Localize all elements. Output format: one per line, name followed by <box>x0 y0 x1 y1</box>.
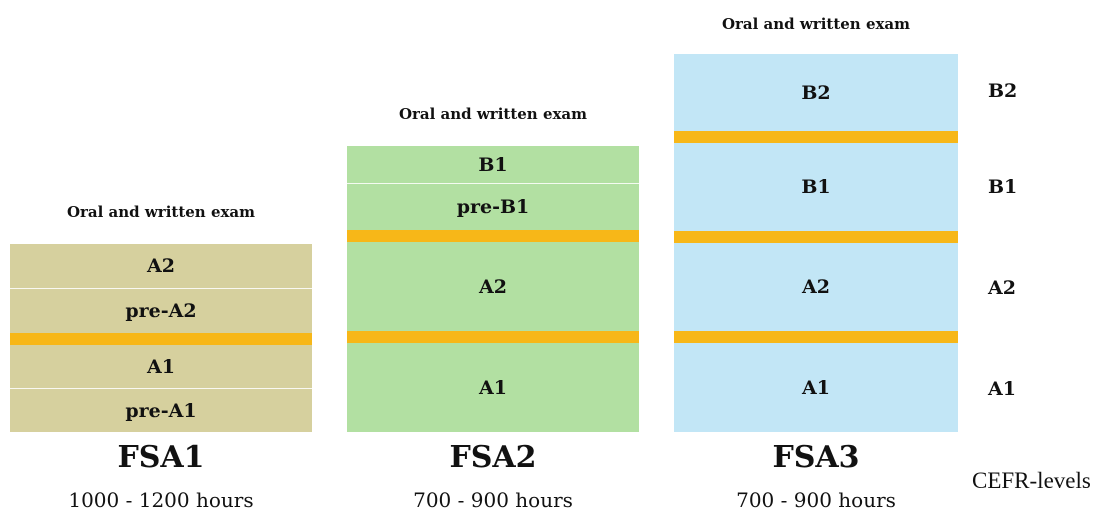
fsa3-separator <box>674 231 958 243</box>
fsa2-hours: 700 - 900 hours <box>413 488 573 512</box>
fsa3-column <box>674 54 958 432</box>
cefr-title: CEFR-levels <box>972 468 1091 493</box>
fsa2-column <box>347 146 639 432</box>
fsa2-name: FSA2 <box>449 440 537 475</box>
fsa3-exam-label: Oral and written exam <box>721 15 911 33</box>
fsa3-hours: 700 - 900 hours <box>736 488 896 512</box>
fsa2-separator <box>347 331 639 343</box>
fsa3-level-b1: B1 <box>801 176 831 198</box>
fsa3-level-b2: B2 <box>801 81 831 104</box>
cefr-level-b2: B2 <box>988 80 1018 102</box>
fsa3-separator <box>674 131 958 143</box>
fsa1-exam-label: Oral and written exam <box>66 203 256 221</box>
fsa3-separator <box>674 331 958 343</box>
fsa2-exam-label: Oral and written exam <box>398 105 588 123</box>
fsa3-level-a1: A1 <box>802 376 830 399</box>
fsa3-name: FSA3 <box>772 440 860 475</box>
fsa1-column <box>10 244 312 432</box>
fsa1-separator <box>10 333 312 345</box>
fsa1-hours: 1000 - 1200 hours <box>68 488 254 512</box>
fsa2-level-a1: A1 <box>479 376 507 399</box>
cefr-level-b1: B1 <box>988 176 1018 198</box>
fsa3-level-a2: A2 <box>802 276 830 298</box>
fsa1-level-pre-a2: pre-A2 <box>125 300 197 322</box>
cefr-level-a1: A1 <box>988 378 1016 400</box>
fsa1-level-a2: A2 <box>147 255 175 277</box>
fsa1-level-pre-a1: pre-A1 <box>125 399 197 422</box>
fsa2-level-b1: B1 <box>478 153 508 176</box>
fsa1-level-a1: A1 <box>147 355 175 378</box>
fsa2-level-a2: A2 <box>479 275 507 298</box>
fsa1-name: FSA1 <box>117 440 205 475</box>
fsa2-level-pre-b1: pre-B1 <box>456 196 530 218</box>
fsa2-separator <box>347 230 639 242</box>
cefr-level-a2: A2 <box>988 277 1016 299</box>
